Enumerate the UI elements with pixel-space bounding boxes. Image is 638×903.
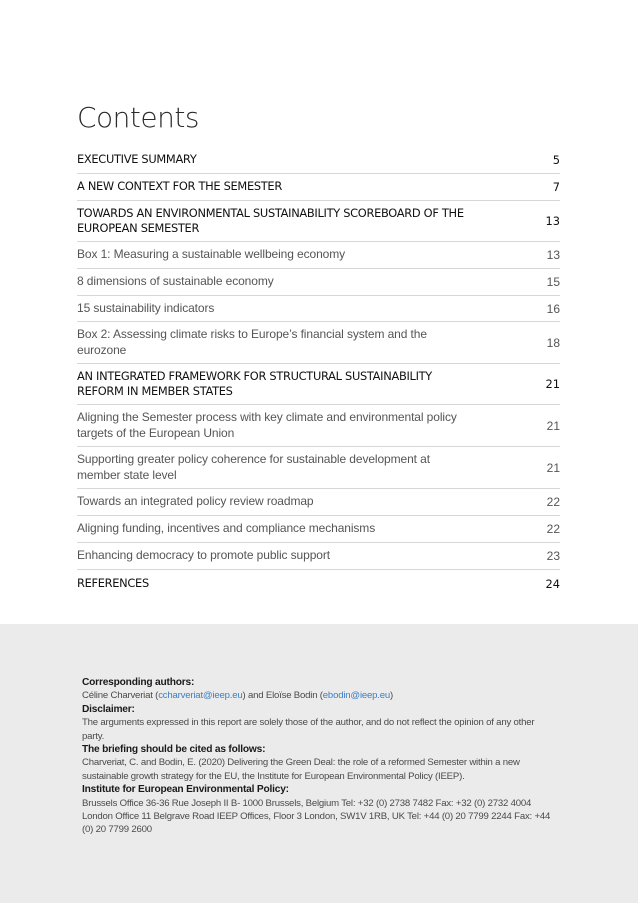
brussels-office: Brussels Office 36-36 Rue Joseph II B- 1000 Brussels, Belgium Tel: +32 (0) 2738 7482 Fax: +32 (0) 2732 4004 — [82, 797, 532, 809]
toc-entry-new-context[interactable] — [77, 174, 560, 201]
toc-entry-page: 7 — [552, 180, 560, 194]
toc-entry-executive-summary[interactable] — [77, 146, 560, 174]
toc-entry-page: 5 — [552, 152, 560, 167]
toc-entry-enhancing-democracy[interactable] — [77, 543, 560, 570]
toc-entry-policy-coherence[interactable] — [77, 447, 560, 489]
citation-heading: The briefing should be cited as follows: — [82, 744, 266, 756]
toc-entry-title: Enhancing democracy to promote public support — [77, 548, 330, 563]
disclaimer-text: The arguments expressed in this report are solely those of the author, and do not reflect the opinion of any other party. — [82, 717, 535, 742]
toc-entry-integrated-framework[interactable] — [77, 364, 560, 405]
toc-entry-page: 24 — [545, 576, 560, 591]
toc-entry-15-indicators[interactable] — [77, 296, 560, 322]
toc-entry-page: 15 — [546, 275, 560, 289]
authors-text-part: ) and Eloïse Bodin ( — [242, 690, 323, 702]
toc-entry-title: Box 1: Measuring a sustainable wellbeing economy — [77, 247, 346, 262]
footer-info — [82, 676, 552, 837]
toc-entry-title: Box 2: Assessing climate risks to Europe’s financial system and the eurozone — [77, 327, 427, 357]
toc-entry-page: 18 — [546, 335, 560, 350]
toc-entry-title: 15 sustainability indicators — [77, 300, 215, 315]
contents-title: Contents — [77, 101, 199, 134]
toc-entry-title: Aligning the Semester process with key climate and environmental policy targets of the European Union — [77, 410, 457, 440]
authors-text-part: ) — [390, 690, 394, 702]
toc-entry-box-1[interactable] — [77, 242, 560, 269]
toc-entry-page: 16 — [546, 301, 560, 316]
author1-email-link[interactable]: ccharveriat@ieep.eu — [158, 690, 243, 702]
toc-entry-8-dimensions[interactable] — [77, 269, 560, 296]
authors-heading: Corresponding authors: — [82, 677, 195, 688]
citation-text: Charveriat, C. and Bodin, E. (2020) Delivering the Green Deal: the role of a reformed Semester within a new sustainable growth strategy for the EU, the Institute for European Environmental Policy (IEEP). — [82, 757, 520, 782]
toc-entry-title: Supporting greater policy coherence for sustainable development at member state level — [77, 452, 430, 482]
toc-entry-title: Towards an integrated policy review roadmap — [77, 494, 314, 509]
toc-entry-page: 23 — [546, 549, 560, 563]
london-office: London Office 11 Belgrave Road IEEP Offices, Floor 3 London, SW1V 1RB, UK Tel: +44 (0) 20 7799 2244 Fax: +44 (0) 20 7799 2600 — [82, 811, 551, 836]
toc-entry-aligning-funding[interactable] — [77, 516, 560, 543]
toc-entry-page: 13 — [545, 214, 560, 228]
author2-email-link[interactable]: ebodin@ieep.eu — [322, 690, 391, 702]
toc-entry-review-roadmap[interactable] — [77, 489, 560, 516]
toc-entry-page: 22 — [546, 495, 560, 509]
toc-entry-title: 8 dimensions of sustainable economy — [77, 274, 274, 289]
institute-heading: Institute for European Environmental Policy: — [82, 784, 289, 796]
toc-entry-references[interactable] — [77, 570, 560, 597]
table-of-contents — [77, 146, 560, 597]
disclaimer-heading: Disclaimer: — [82, 703, 135, 715]
toc-entry-aligning-semester[interactable] — [77, 405, 560, 447]
toc-entry-page: 22 — [546, 522, 560, 536]
authors-text — [82, 689, 552, 702]
toc-entry-page: 21 — [546, 418, 560, 433]
toc-entry-title: EXECUTIVE SUMMARY — [77, 151, 197, 166]
toc-entry-page: 21 — [545, 377, 560, 391]
toc-entry-title: REFERENCES — [77, 575, 149, 590]
toc-entry-box-2[interactable] — [77, 322, 560, 364]
toc-entry-page: 13 — [546, 248, 560, 262]
toc-entry-title: A NEW CONTEXT FOR THE SEMESTER — [77, 179, 282, 194]
toc-entry-page: 21 — [546, 460, 560, 475]
toc-entry-title: Aligning funding, incentives and compliance mechanisms — [77, 521, 376, 536]
toc-entry-title: AN INTEGRATED FRAMEWORK FOR STRUCTURAL SUSTAINABILITY REFORM IN MEMBER STATES — [77, 368, 432, 398]
toc-entry-title: TOWARDS AN ENVIRONMENTAL SUSTAINABILITY SCOREBOARD OF THE EUROPEAN SEMESTER — [77, 205, 464, 235]
toc-entry-scoreboard[interactable] — [77, 201, 560, 242]
authors-text-part: Céline Charveriat ( — [82, 690, 159, 702]
